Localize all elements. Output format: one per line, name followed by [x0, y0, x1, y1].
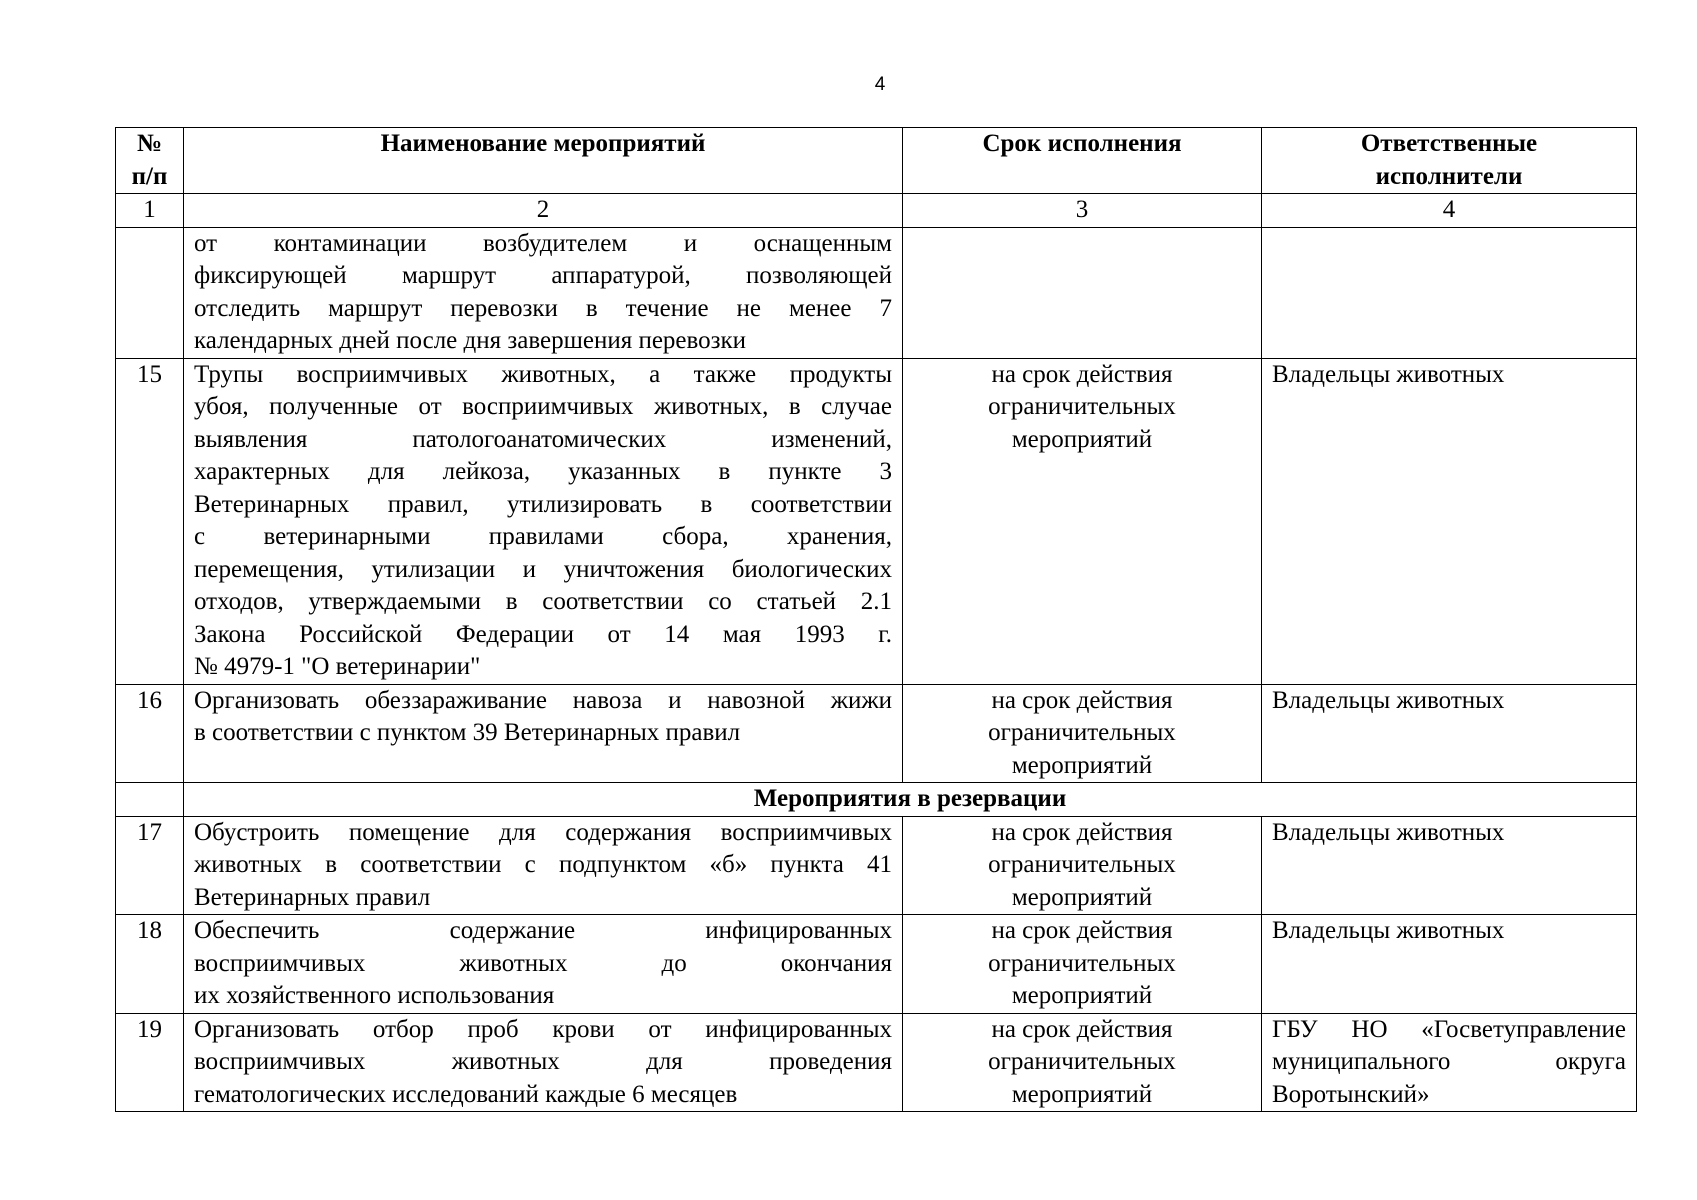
- header-num: № п/п: [116, 128, 184, 194]
- row-number: [116, 227, 184, 358]
- header-row: [116, 128, 1637, 194]
- row-measure: Обустроить помещение для содержания восприимчивых животных в соответствии с подпунктом «б» пункта 41 Ветеринарных правил: [184, 816, 903, 915]
- row-number: 19: [116, 1013, 184, 1112]
- row-number: 16: [116, 684, 184, 783]
- row-term: на срок действия ограничительных мероприятий: [903, 1013, 1262, 1112]
- table-row-18: [116, 915, 1637, 1014]
- row-term: на срок действия ограничительных мероприятий: [903, 684, 1262, 783]
- row-number: 18: [116, 915, 184, 1014]
- row-responsible: [1262, 227, 1637, 358]
- row-number: [116, 783, 184, 817]
- index-cell: 3: [903, 194, 1262, 228]
- index-cell: 1: [116, 194, 184, 228]
- table-row-continuation: [116, 227, 1637, 358]
- page-number: 4: [874, 74, 886, 95]
- row-responsible: Владельцы животных: [1262, 358, 1637, 684]
- row-term: [903, 227, 1262, 358]
- table-row-16: [116, 684, 1637, 783]
- row-number: 17: [116, 816, 184, 915]
- table-row-15: [116, 358, 1637, 684]
- row-measure: от контаминации возбудителем и оснащенным фиксирующей маршрут аппаратурой, позволяющей отследить маршрут перевозки в течение не менее 7 календарных дней после дня завершения перевозки: [184, 227, 903, 358]
- row-measure: Трупы восприимчивых животных, а также продукты убоя, полученные от восприимчивых животных, в случае выявления патологоанатомических изменений, характерных для лейкоза, указанных в пункте 3 Ветеринарных правил, утилизировать в соответствии с ветеринарными правилами сбора, хранения, перемещения, утилизации и уничтожения биологических отходов, утверждаемыми в соответствии со статьей 2.1 Закона Российской Федерации от 14 мая 1993 г. № 4979-1 "О ветеринарии": [184, 358, 903, 684]
- row-responsible: ГБУ НО «Госветуправление муниципального округа Воротынский»: [1262, 1013, 1637, 1112]
- measures-table: [115, 127, 1637, 1112]
- header-term: Срок исполнения: [903, 128, 1262, 194]
- index-cell: 2: [184, 194, 903, 228]
- row-term: на срок действия ограничительных мероприятий: [903, 816, 1262, 915]
- row-responsible: Владельцы животных: [1262, 816, 1637, 915]
- header-resp: Ответственные исполнители: [1262, 128, 1637, 194]
- table-row-19: [116, 1013, 1637, 1112]
- row-responsible: Владельцы животных: [1262, 915, 1637, 1014]
- row-measure: Организовать обеззараживание навоза и навозной жижи в соответствии с пунктом 39 Ветеринарных правил: [184, 684, 903, 783]
- column-index-row: [116, 194, 1637, 228]
- section-row: [116, 783, 1637, 817]
- row-measure: Организовать отбор проб крови от инфицированных восприимчивых животных для проведения гематологических исследований каждые 6 месяцев: [184, 1013, 903, 1112]
- section-title: Мероприятия в резервации: [184, 783, 1637, 817]
- row-measure: Обеспечить содержание инфицированных восприимчивых животных до окончания их хозяйственного использования: [184, 915, 903, 1014]
- header-name: Наименование мероприятий: [184, 128, 903, 194]
- row-term: на срок действия ограничительных мероприятий: [903, 915, 1262, 1014]
- table-row-17: [116, 816, 1637, 915]
- row-number: 15: [116, 358, 184, 684]
- row-term: на срок действия ограничительных мероприятий: [903, 358, 1262, 684]
- index-cell: 4: [1262, 194, 1637, 228]
- row-responsible: Владельцы животных: [1262, 684, 1637, 783]
